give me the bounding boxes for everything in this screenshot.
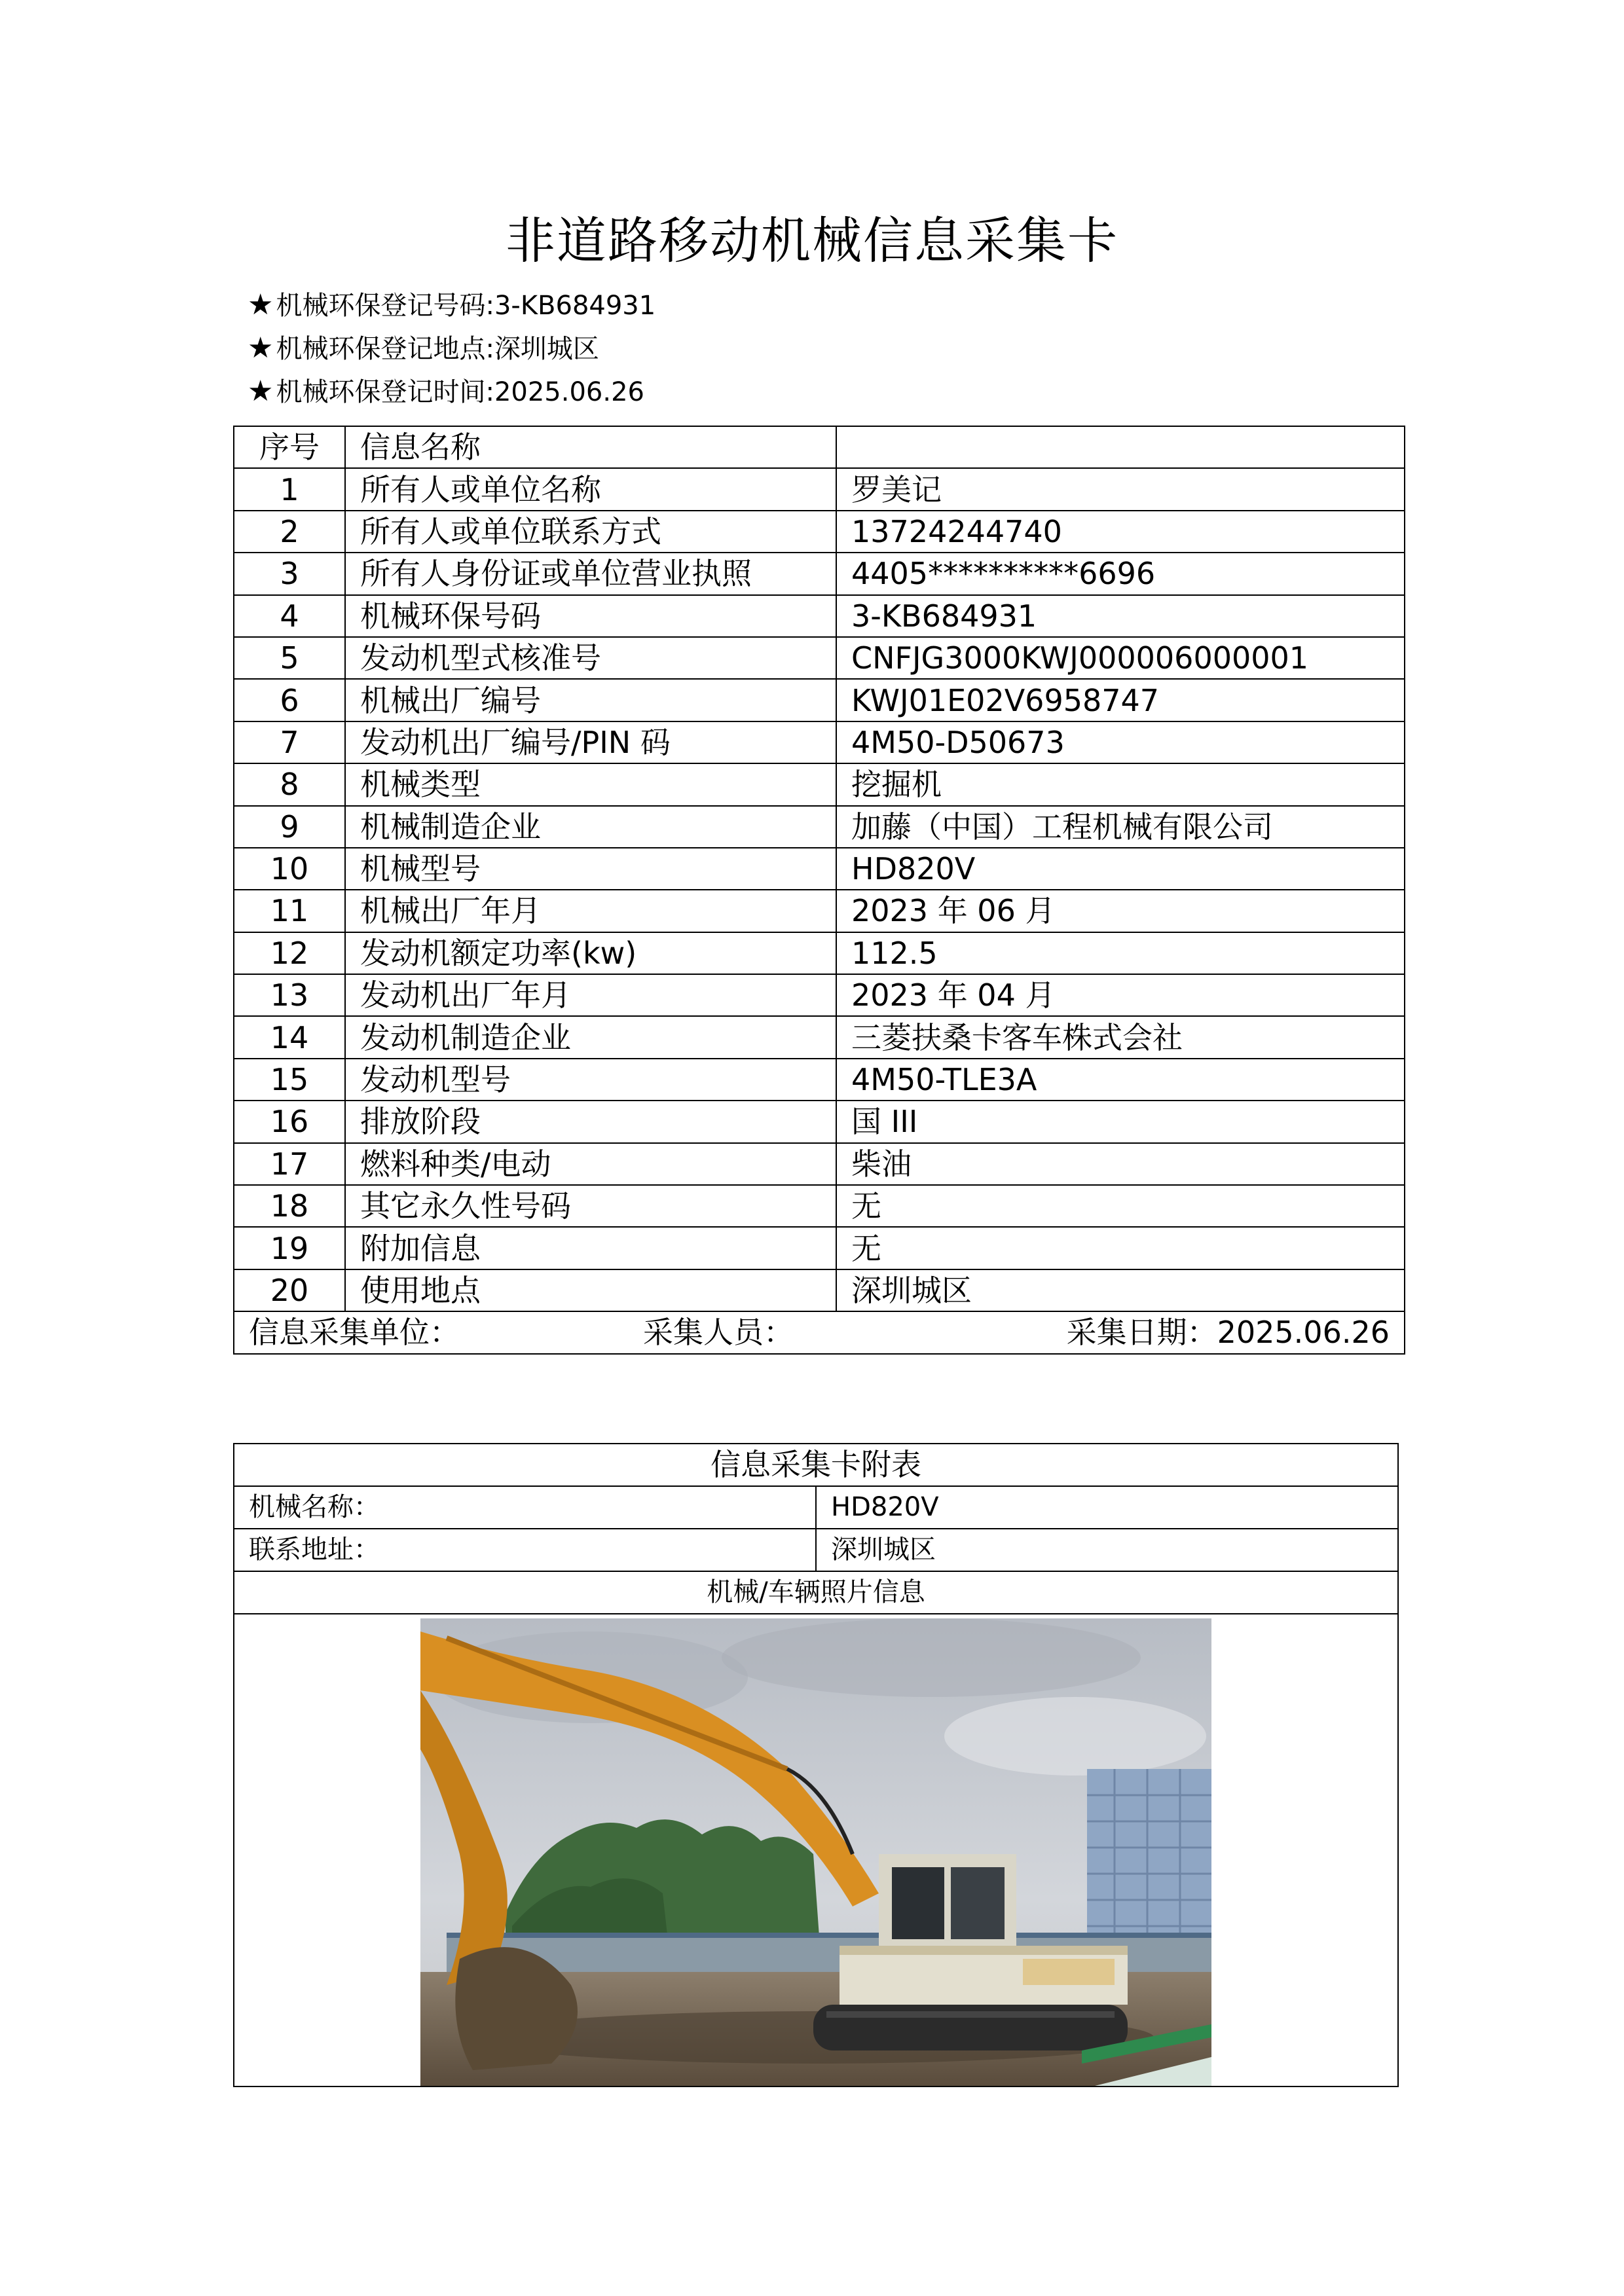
table-row [234,1185,1405,1227]
row-value: 深圳城区 [836,1269,1405,1311]
row-name: 机械类型 [345,763,836,805]
row-no: 10 [234,848,345,890]
row-value: 国 III [836,1101,1405,1142]
header-name: 信息名称 [345,426,836,468]
row-no: 6 [234,679,345,721]
row-no: 20 [234,1269,345,1311]
row-value: 罗美记 [836,468,1405,510]
row-no: 13 [234,974,345,1016]
row-value: CNFJG3000KWJ000006000001 [836,637,1405,679]
registration-time-value: 2025.06.26 [494,377,644,407]
row-value: 4405**********6696 [836,553,1405,594]
row-value: 13724244740 [836,511,1405,553]
registration-number-value: 3-KB684931 [494,291,656,321]
row-name: 发动机额定功率(kw) [345,932,836,974]
row-value: 无 [836,1185,1405,1227]
row-name: 其它永久性号码 [345,1185,836,1227]
table-row [234,1143,1405,1185]
row-no: 3 [234,553,345,594]
table-row [234,932,1405,974]
row-no: 15 [234,1059,345,1101]
row-no: 18 [234,1185,345,1227]
table-header-row [234,426,1405,468]
machine-name-value: HD820V [816,1486,1398,1529]
row-value: 无 [836,1227,1405,1269]
row-value: 柴油 [836,1143,1405,1185]
row-no: 14 [234,1016,345,1058]
table-row [234,679,1405,721]
row-no: 9 [234,806,345,848]
row-no: 8 [234,763,345,805]
row-name: 发动机出厂年月 [345,974,836,1016]
page-title: 非道路移动机械信息采集卡 [506,211,1118,270]
row-value: 4M50-TLE3A [836,1059,1405,1101]
annex-table [233,1443,1399,2087]
star-icon: ★ [248,374,274,408]
header-no: 序号 [234,426,345,468]
row-name: 所有人或单位联系方式 [345,511,836,553]
photo-cell [234,1614,1398,2086]
row-name: 使用地点 [345,1269,836,1311]
row-name: 机械出厂编号 [345,679,836,721]
photo-header: 机械/车辆照片信息 [234,1571,1398,1614]
header-value [836,426,1405,468]
row-no: 16 [234,1101,345,1142]
table-row [234,974,1405,1016]
registration-place-label: 机械环保登记地点: [276,334,494,364]
row-no: 5 [234,637,345,679]
registration-time-label: 机械环保登记时间: [276,377,494,407]
collection-unit-label: 信息采集单位： [249,1315,460,1351]
row-name: 机械环保号码 [345,595,836,637]
row-no: 19 [234,1227,345,1269]
collection-date-value: 2025.06.26 [1217,1315,1390,1351]
collection-date-label: 采集日期： [1066,1315,1217,1351]
star-icon: ★ [248,331,274,365]
table-row [234,721,1405,763]
table-row [234,1059,1405,1101]
annex-title: 信息采集卡附表 [234,1444,1398,1486]
collection-date [1067,1312,1390,1353]
star-icon: ★ [248,288,274,321]
registration-number [248,285,655,325]
row-no: 7 [234,721,345,763]
row-no: 1 [234,468,345,510]
table-row [234,1269,1405,1311]
table-row [234,595,1405,637]
row-name: 机械出厂年月 [345,890,836,932]
row-no: 11 [234,890,345,932]
row-value: 加藤（中国）工程机械有限公司 [836,806,1405,848]
registration-place-value: 深圳城区 [494,334,599,364]
table-row [234,890,1405,932]
footer-cell [234,1311,1405,1353]
row-value: KWJ01E02V6958747 [836,679,1405,721]
table-row [234,511,1405,553]
row-value: 三菱扶桑卡客车株式会社 [836,1016,1405,1058]
address-value: 深圳城区 [816,1529,1398,1571]
row-name: 发动机型号 [345,1059,836,1101]
row-value: 2023 年 04 月 [836,974,1405,1016]
row-name: 所有人身份证或单位营业执照 [345,553,836,594]
row-name: 发动机型式核准号 [345,637,836,679]
registration-time [248,372,644,412]
table-row [234,1016,1405,1058]
info-table [233,426,1405,1355]
table-row [234,1101,1405,1142]
collector-label: 采集人员： [643,1315,794,1351]
row-name: 所有人或单位名称 [345,468,836,510]
row-name: 排放阶段 [345,1101,836,1142]
row-no: 2 [234,511,345,553]
row-name: 燃料种类/电动 [345,1143,836,1185]
row-no: 4 [234,595,345,637]
registration-number-label: 机械环保登记号码: [276,291,494,321]
row-name: 机械型号 [345,848,836,890]
row-name: 附加信息 [345,1227,836,1269]
table-row [234,637,1405,679]
table-row [234,1227,1405,1269]
table-row [234,553,1405,594]
address-label: 联系地址： [234,1529,816,1571]
row-value: 3-KB684931 [836,595,1405,637]
row-name: 机械制造企业 [345,806,836,848]
row-value: 2023 年 06 月 [836,890,1405,932]
row-name: 发动机出厂编号/PIN 码 [345,721,836,763]
table-footer-row [234,1311,1405,1353]
row-value: HD820V [836,848,1405,890]
table-row [234,848,1405,890]
row-value: 112.5 [836,932,1405,974]
registration-place [248,329,599,369]
row-no: 12 [234,932,345,974]
table-row [234,806,1405,848]
row-value: 4M50-D50673 [836,721,1405,763]
row-name: 发动机制造企业 [345,1016,836,1058]
machine-name-label: 机械名称： [234,1486,816,1529]
row-no: 17 [234,1143,345,1185]
excavator-photo [420,1618,1211,2086]
table-row [234,468,1405,510]
table-row [234,763,1405,805]
row-value: 挖掘机 [836,763,1405,805]
